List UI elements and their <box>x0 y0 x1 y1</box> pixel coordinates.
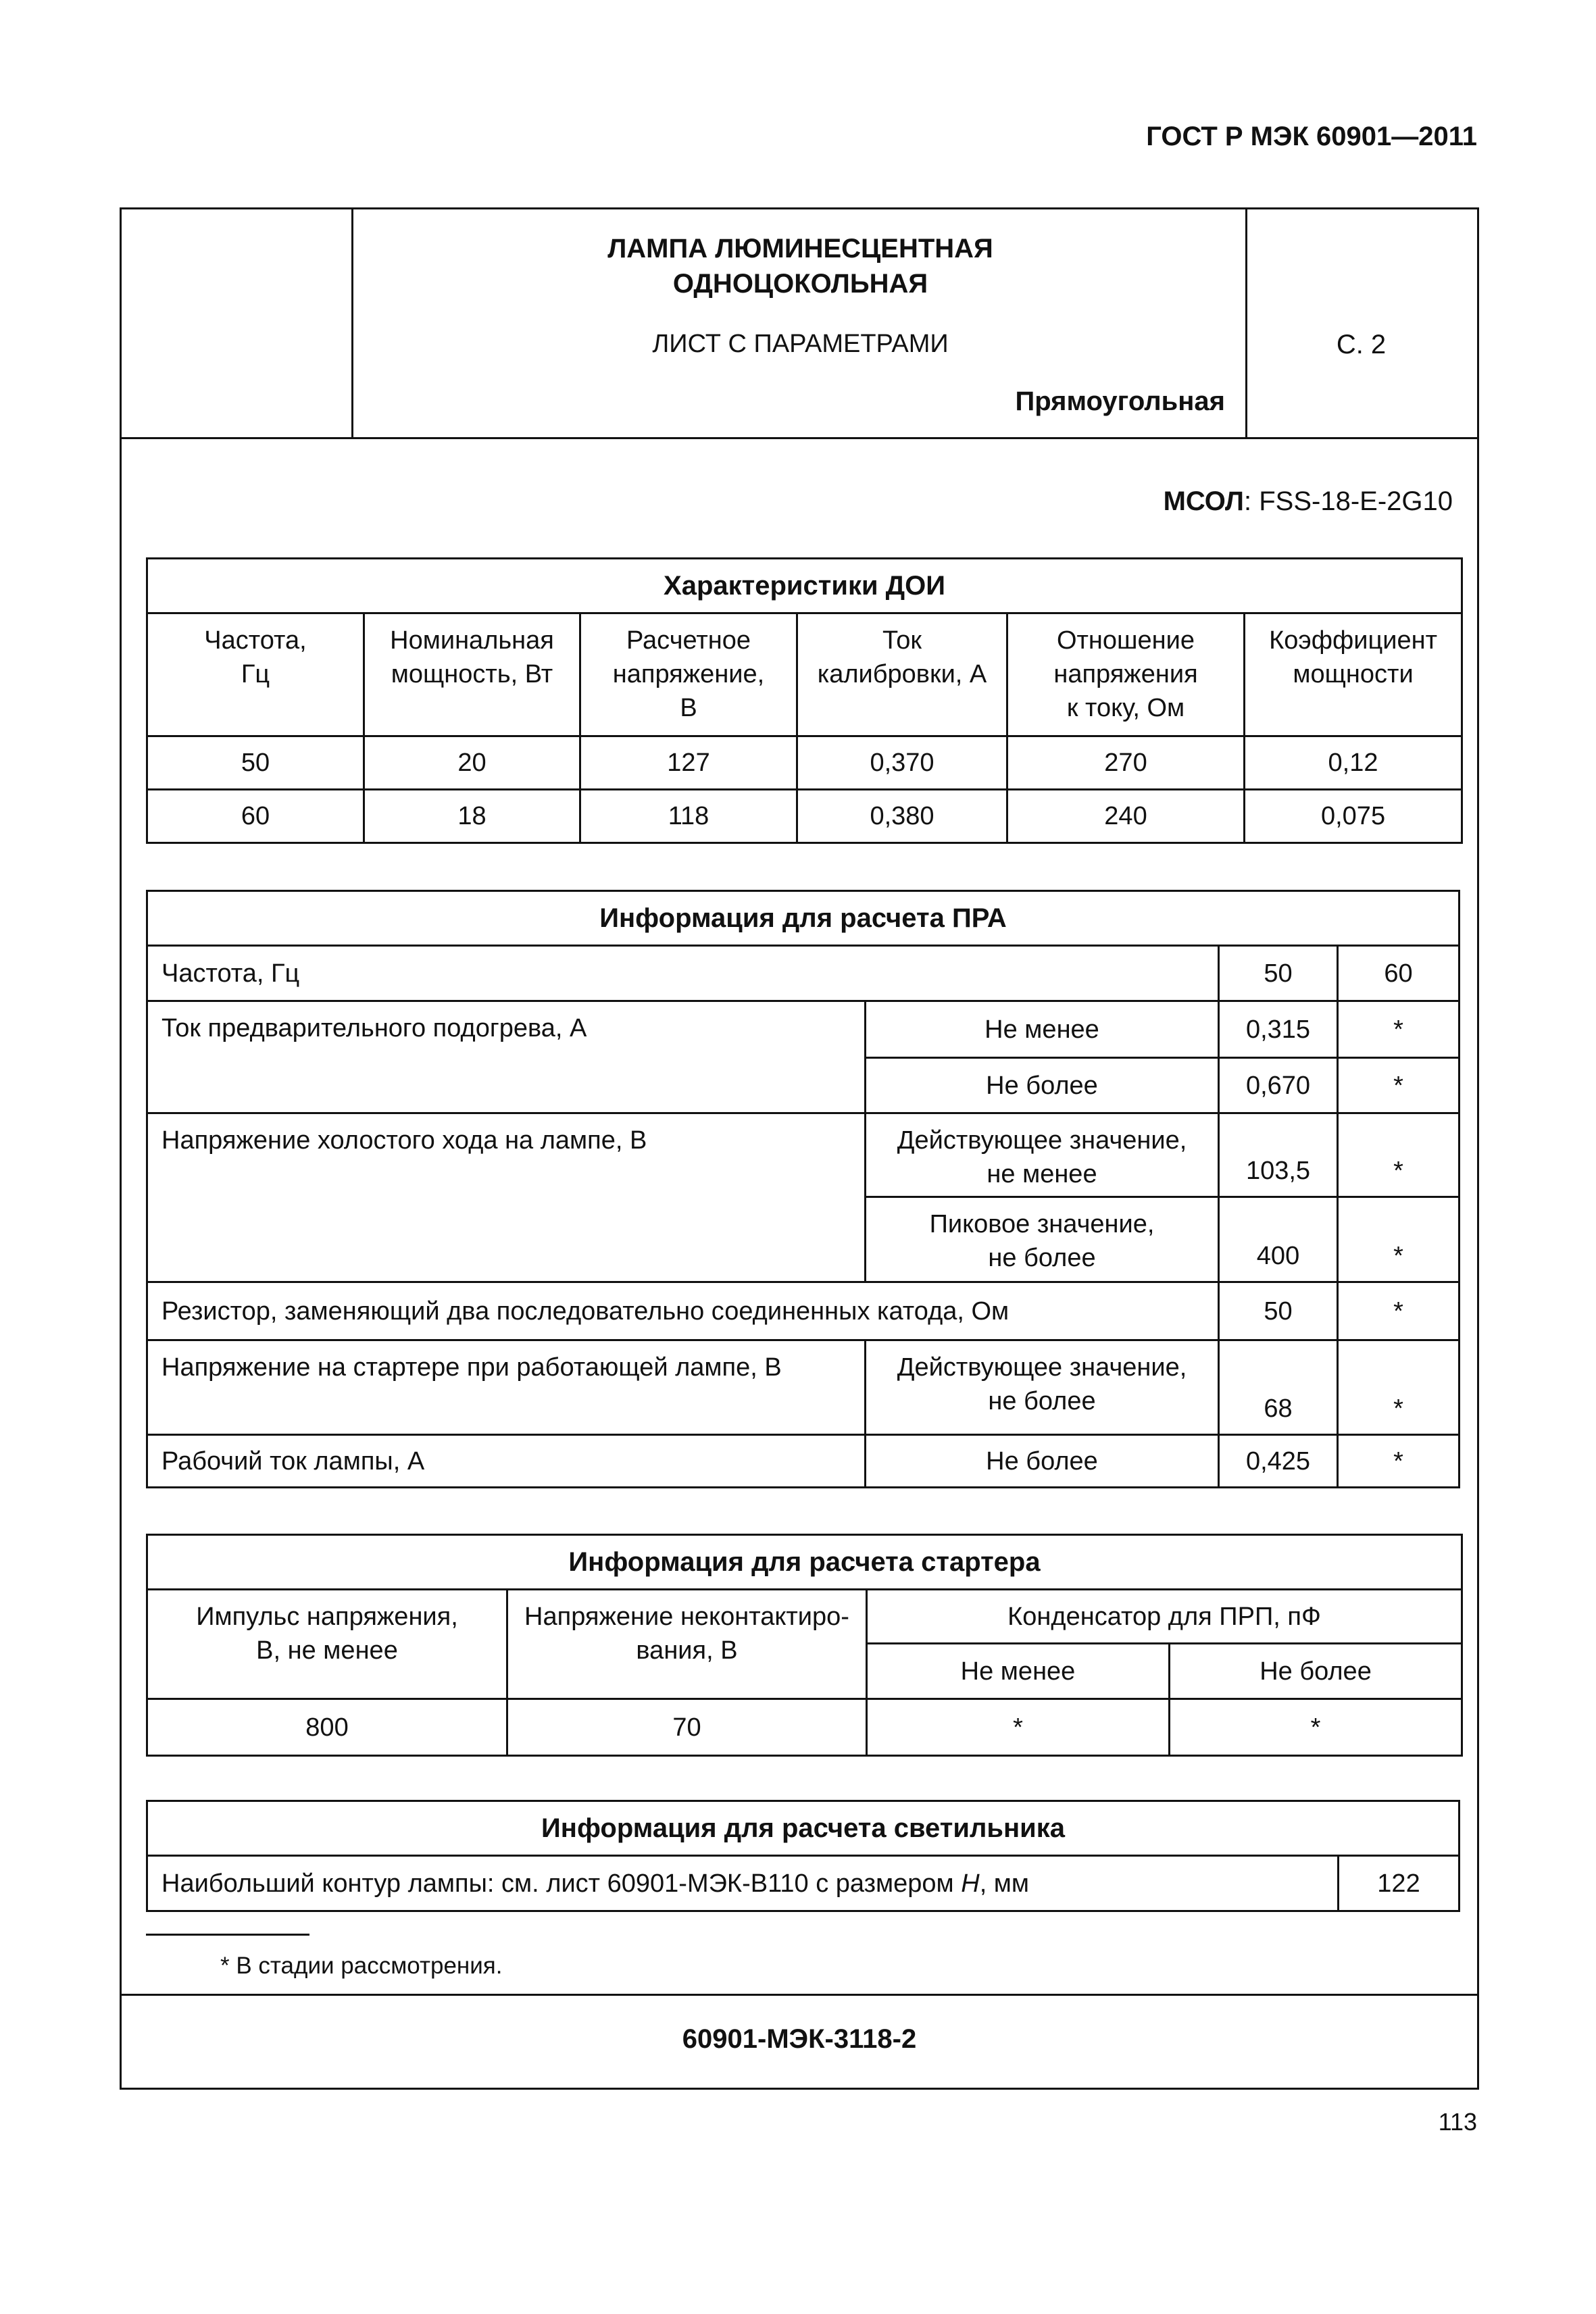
pra-table-caption: Информация для расчета ПРА <box>147 891 1460 946</box>
data-sheet-frame <box>120 207 1479 2090</box>
pra-starter-voltage-60: * <box>1338 1340 1460 1435</box>
table-cell: 0,075 <box>1245 790 1462 843</box>
starter-nonconduct-value: 70 <box>507 1699 867 1756</box>
pra-operating-current-label: Рабочий ток лампы, А <box>147 1435 866 1488</box>
msol-value: : FSS-18-E-2G10 <box>1243 486 1453 516</box>
pra-starter-voltage-50: 68 <box>1219 1340 1338 1435</box>
pra-starter-voltage-row <box>147 1340 1460 1435</box>
pra-starter-voltage-cond: Действующее значение, не более <box>866 1340 1219 1435</box>
sheet-title-line1: ЛАМПА ЛЮМИНЕСЦЕНТНАЯ <box>607 234 993 263</box>
sheet-page: С. 2 <box>1336 330 1387 359</box>
pra-preheat-min-50: 0,315 <box>1219 1001 1338 1058</box>
luminaire-contour-label <box>147 1856 1339 1911</box>
pra-resistor-50: 50 <box>1219 1282 1338 1340</box>
table-row <box>147 736 1462 790</box>
pra-freq-60: 60 <box>1338 946 1460 1001</box>
pra-resistor-60: * <box>1338 1282 1460 1340</box>
pra-preheat-max-60: * <box>1338 1058 1460 1113</box>
pra-preheat-min-60: * <box>1338 1001 1460 1058</box>
doi-table-caption: Характеристики ДОИ <box>147 559 1462 613</box>
doi-col-ratio: Отношение напряжения к току, Ом <box>1007 613 1245 736</box>
sheet-title <box>353 231 1247 301</box>
pra-resistor-row <box>147 1282 1460 1340</box>
sheet-code: 60901-МЭК-3118-2 <box>682 2024 917 2054</box>
starter-col-nonconduct: Напряжение неконтактиро- вания, В <box>507 1590 867 1699</box>
starter-pulse-value: 800 <box>147 1699 507 1756</box>
pra-preheat-max-50: 0,670 <box>1219 1058 1338 1113</box>
luminaire-contour-row <box>147 1856 1460 1911</box>
pra-ocv-peak-60: * <box>1338 1197 1460 1282</box>
pra-preheat-min-label: Не менее <box>866 1001 1219 1058</box>
table-cell: 270 <box>1007 736 1245 790</box>
table-cell: 240 <box>1007 790 1245 843</box>
pra-ocv-peak-label: Пиковое значение, не более <box>866 1197 1219 1282</box>
header-left-cell <box>122 209 353 437</box>
doi-col-voltage: Расчетное напряжение, В <box>580 613 797 736</box>
starter-cap-max-value: * <box>1170 1699 1462 1756</box>
pra-frequency-label: Частота, Гц <box>147 946 1219 1001</box>
luminaire-table <box>146 1800 1460 1912</box>
footnote-separator <box>146 1934 309 1936</box>
contour-label-text: Наибольший контур лампы: см. лист 60901-МЭК-B110 с размером <box>161 1869 962 1898</box>
msol-designation <box>1164 486 1453 517</box>
pra-table <box>146 890 1460 1488</box>
header-right-cell <box>1245 209 1477 437</box>
pra-ocv-rms-label: Действующее значение, не менее <box>866 1113 1219 1197</box>
pra-ocv-rms-60: * <box>1338 1113 1460 1197</box>
doi-table-header-row <box>147 613 1462 736</box>
table-cell: 0,380 <box>797 790 1007 843</box>
starter-col-cap-min: Не менее <box>867 1644 1170 1699</box>
starter-table-caption: Информация для расчета стартера <box>147 1535 1462 1590</box>
pra-preheat-label: Ток предварительного подогрева, А <box>147 1001 866 1113</box>
sheet-header <box>122 209 1477 439</box>
doi-col-frequency: Частота, Гц <box>147 613 364 736</box>
page-number: 113 <box>1438 2108 1477 2136</box>
pra-ocv-rms-50: 103,5 <box>1219 1113 1338 1197</box>
table-cell: 0,370 <box>797 736 1007 790</box>
pra-operating-current-50: 0,425 <box>1219 1435 1338 1488</box>
starter-col-cap-max: Не более <box>1170 1644 1462 1699</box>
table-cell: 127 <box>580 736 797 790</box>
table-cell: 50 <box>147 736 364 790</box>
pra-operating-current-60: * <box>1338 1435 1460 1488</box>
starter-table <box>146 1534 1463 1757</box>
table-cell: 60 <box>147 790 364 843</box>
contour-label-dimension: H <box>961 1869 980 1898</box>
msol-label: МСОЛ <box>1163 486 1244 516</box>
sheet-title-line2: ОДНОЦОКОЛЬНАЯ <box>672 269 928 299</box>
table-cell: 0,12 <box>1245 736 1462 790</box>
starter-col-pulse: Импульс напряжения, В, не менее <box>147 1590 507 1699</box>
footnote: * В стадии рассмотрения. <box>220 1953 503 1979</box>
luminaire-contour-value: 122 <box>1339 1856 1460 1911</box>
doi-col-current: Ток калибровки, А <box>797 613 1007 736</box>
footer-separator <box>122 1994 1477 1996</box>
standard-id: ГОСТ Р МЭК 60901—2011 <box>1146 122 1477 151</box>
pra-operating-current-row <box>147 1435 1460 1488</box>
table-cell: 20 <box>364 736 580 790</box>
starter-col-capacitor: Конденсатор для ПРП, пФ <box>867 1590 1462 1644</box>
doi-table <box>146 557 1463 844</box>
table-cell: 18 <box>364 790 580 843</box>
doi-col-power-factor: Коэффициент мощности <box>1245 613 1462 736</box>
pra-freq-50: 50 <box>1219 946 1338 1001</box>
luminaire-table-caption: Информация для расчета светильника <box>147 1801 1460 1856</box>
sheet-subtitle: ЛИСТ С ПАРАМЕТРАМИ <box>652 330 949 358</box>
pra-resistor-label: Резистор, заменяющий два последовательно соединенных катода, Ом <box>147 1282 1219 1340</box>
pra-preheat-max-label: Не более <box>866 1058 1219 1113</box>
table-cell: 118 <box>580 790 797 843</box>
pra-preheat-min-row <box>147 1001 1460 1058</box>
table-row <box>147 1699 1462 1756</box>
pra-frequency-row <box>147 946 1460 1001</box>
pra-ocv-label: Напряжение холостого хода на лампе, В <box>147 1113 866 1282</box>
contour-label-unit: , мм <box>979 1869 1030 1898</box>
table-row <box>147 790 1462 843</box>
lamp-shape: Прямоугольная <box>1015 386 1225 416</box>
doi-col-power: Номинальная мощность, Вт <box>364 613 580 736</box>
pra-ocv-rms-row <box>147 1113 1460 1197</box>
pra-operating-current-cond: Не более <box>866 1435 1219 1488</box>
starter-cap-min-value: * <box>867 1699 1170 1756</box>
starter-header-row <box>147 1590 1462 1644</box>
pra-ocv-peak-50: 400 <box>1219 1197 1338 1282</box>
pra-starter-voltage-label: Напряжение на стартере при работающей лампе, В <box>147 1340 866 1435</box>
